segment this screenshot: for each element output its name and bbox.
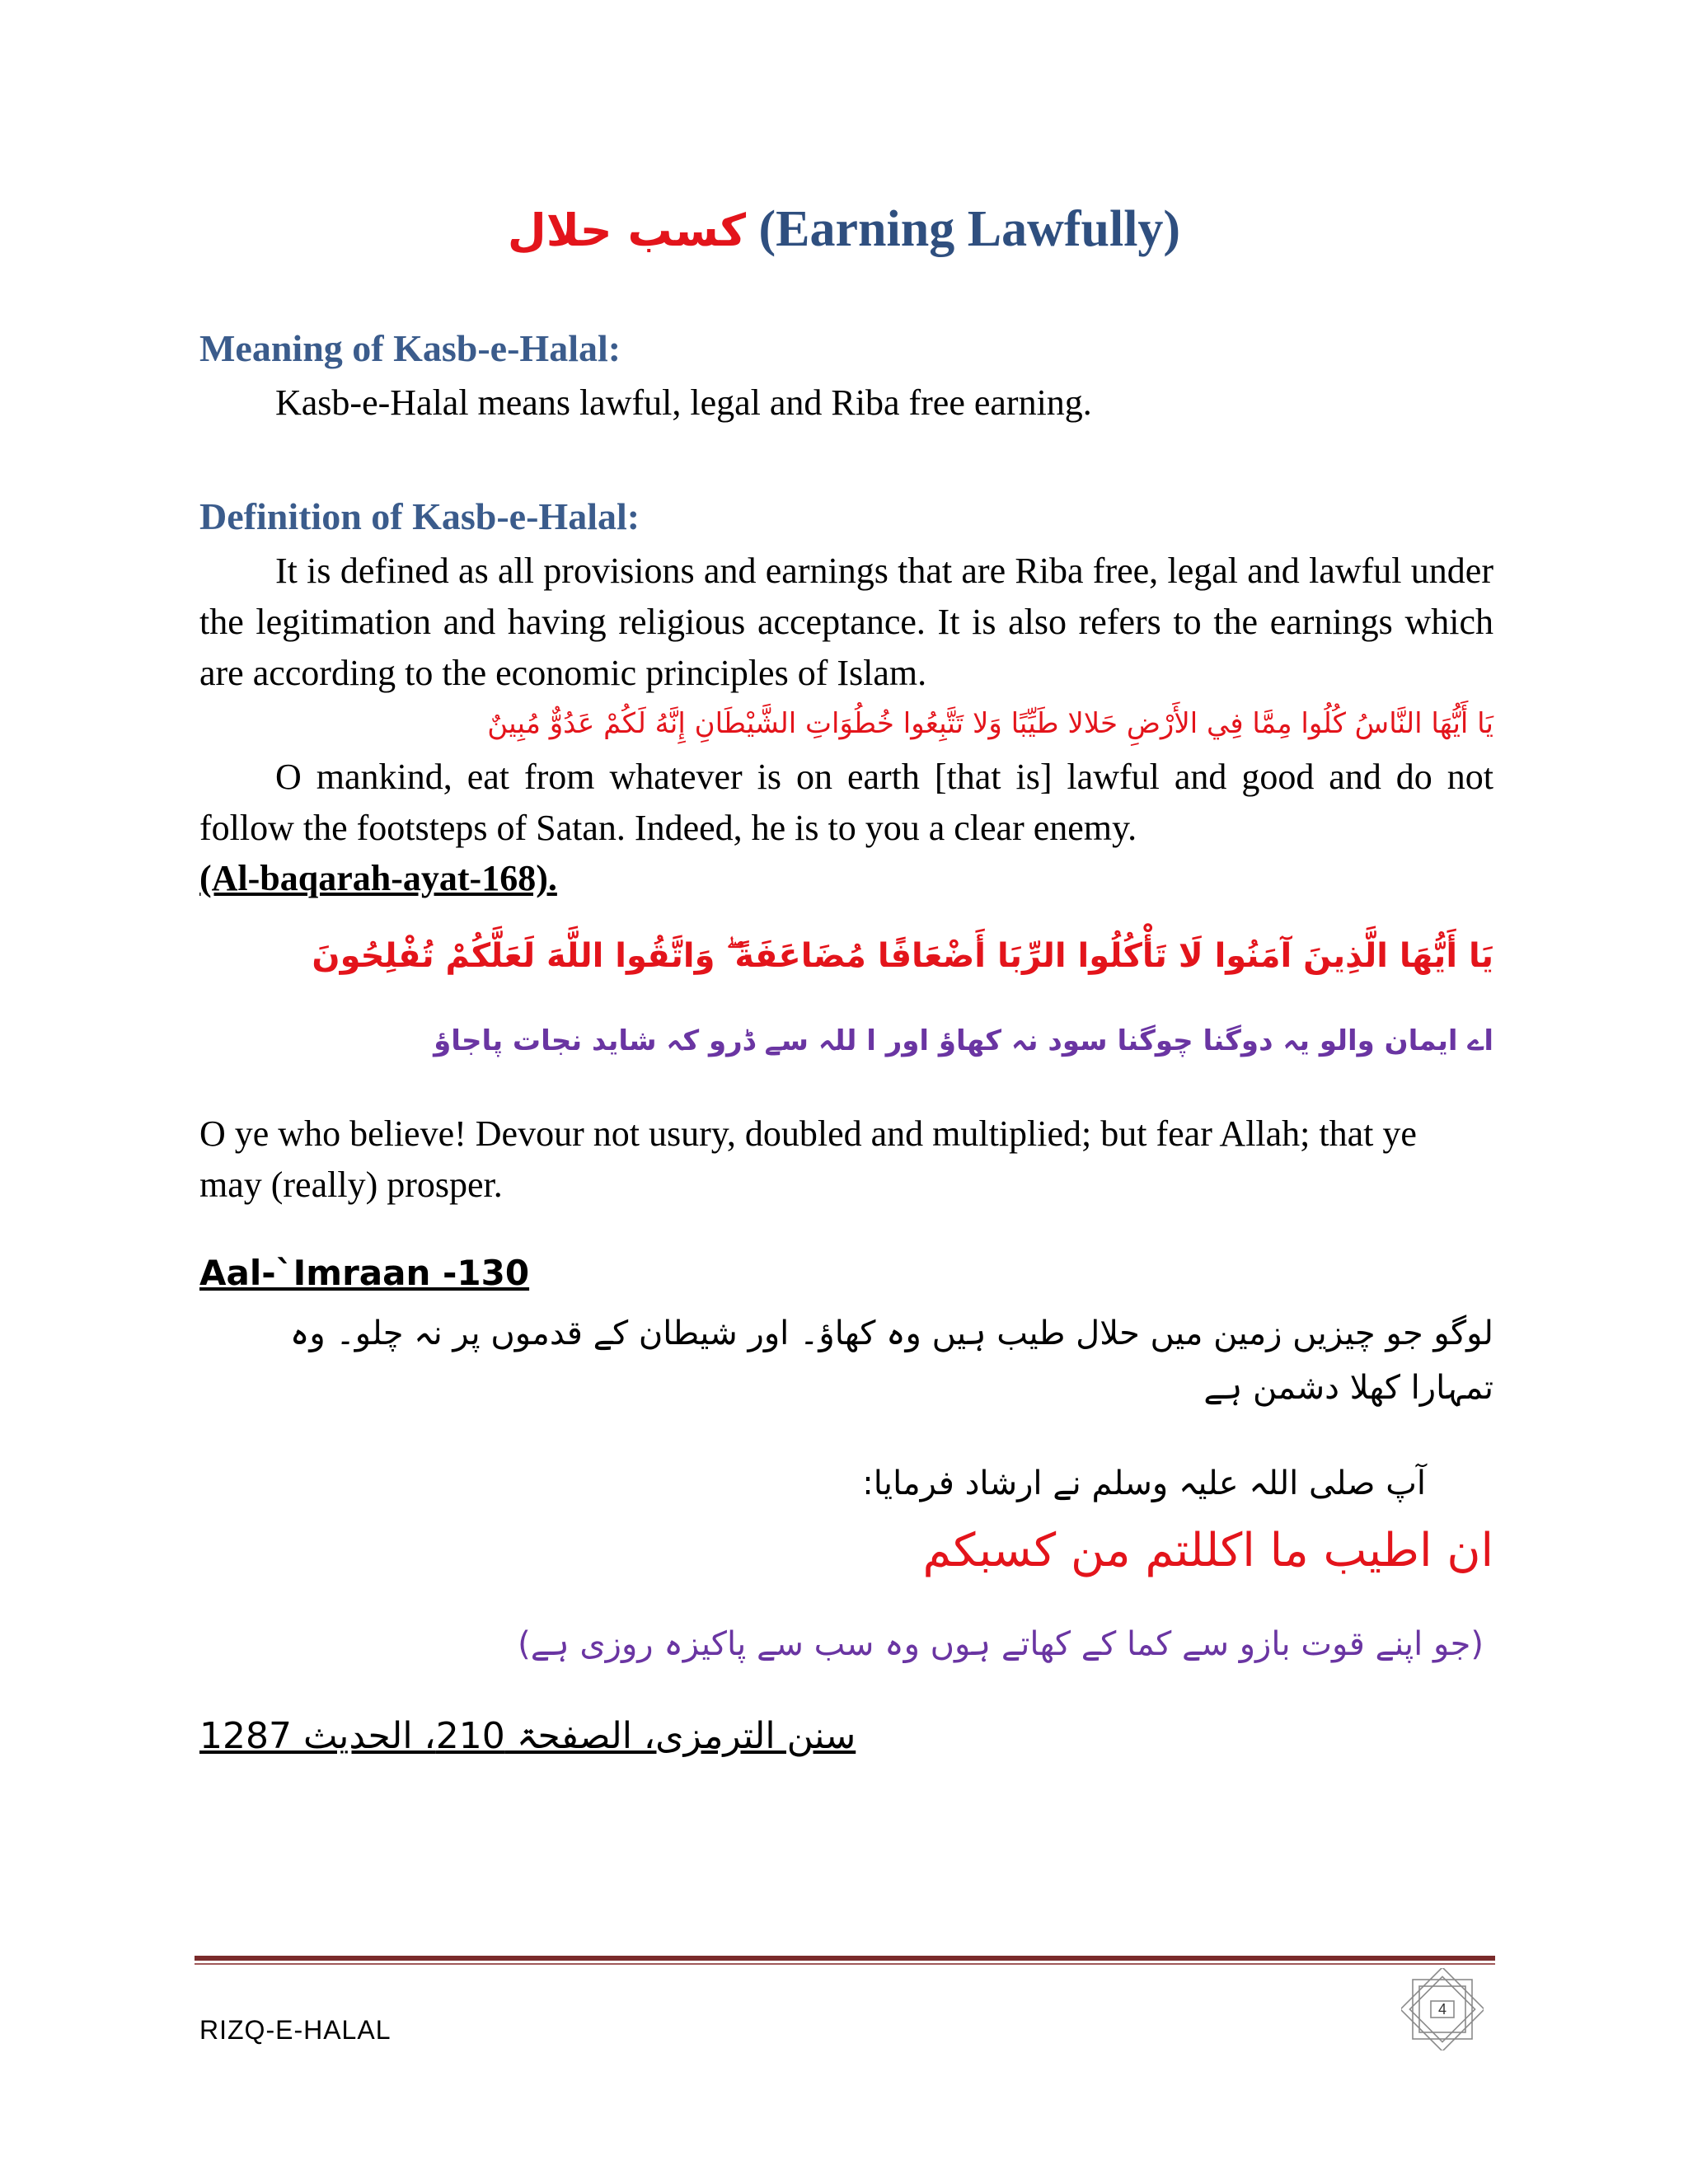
hadith-intro: آپ صلی اللہ علیہ وسلم نے ارشاد فرمایا: [862, 1465, 1426, 1502]
page-number: 4 [1437, 2001, 1447, 2018]
title-urdu: كسب حلال [507, 204, 747, 256]
footer-book-title: RIZQ-E-HALAL [199, 2015, 392, 2045]
verse1-translation: O mankind, eat from whatever is on earth [that is] lawful and good and do not follow the footsteps of Satan. Indeed, he is to you a clear enemy. [199, 757, 1493, 848]
meaning-text: Kasb-e-Halal means lawful, legal and Riba free earning. [275, 382, 1092, 423]
footer-rule-thin [195, 1963, 1495, 1965]
page-title [0, 196, 1688, 264]
title-english: (Earning Lawfully) [758, 201, 1181, 257]
verse2-urdu-note: لوگو جو چیزیں زمین میں حلال طیب ہیں وہ کھاؤ۔ اور شیطان کے قدموں پر نہ چلو۔ وہ تمہارا کھلا دشمن ہے [289, 1315, 1493, 1407]
hadith-reference: سنن الترمزی، الصفحۃ 210، الحدیث 1287 [199, 1715, 856, 1757]
hadith-arabic: ان اطيب ما اكللتم من كسبكم [922, 1524, 1493, 1577]
verse2-urdu: اے ایمان والو یہ دوگنا چوگنا سود نہ کھاؤ اور ا للہ سے ڈرو کہ شاید نجات پاجاؤ [434, 1024, 1493, 1057]
verse2-reference: Aal-`Imraan -130 [199, 1253, 530, 1293]
footer-rule [195, 1956, 1495, 1961]
meaning-heading: Meaning of Kasb-e-Halal: [199, 327, 621, 369]
verse2-translation: O ye who believe! Devour not usury, doubled and multiplied; but fear Allah; that ye may (really) prosper. [199, 1113, 1417, 1205]
definition-text: It is defined as all provisions and earnings that are Riba free, legal and lawful under the legitimation and having religious acceptance. It is also refers to the earnings which are according to the economic principles of Islam. [199, 551, 1493, 693]
verse1-arabic: يَا أَيُّهَا النَّاسُ كُلُوا مِمَّا فِي الأَرْضِ حَلالا طَيِّبًا وَلا تَتَّبِعُوا خُطُوَاتِ الشَّيْطَانِ إِنَّهُ لَكُمْ عَدُوٌّ مُبِينٌ [487, 707, 1493, 740]
definition-heading: Definition of Kasb-e-Halal: [199, 495, 640, 537]
verse1-reference: (Al-baqarah-ayat-168). [199, 858, 557, 898]
page-number-ornament [1401, 1968, 1484, 2050]
hadith-urdu: (جو اپنے قوت بازو سے کما کے کھاتے ہوں وہ سب سے پاکیزہ روزی ہے) [518, 1625, 1484, 1663]
verse2-arabic: يَا أَيُّهَا الَّذِينَ آمَنُوا لَا تَأْكُلُوا الرِّبَا أَضْعَافًا مُضَاعَفَةً ۖ وَاتَّقُوا اللَّهَ لَعَلَّكُمْ تُفْلِحُونَ [312, 937, 1493, 975]
